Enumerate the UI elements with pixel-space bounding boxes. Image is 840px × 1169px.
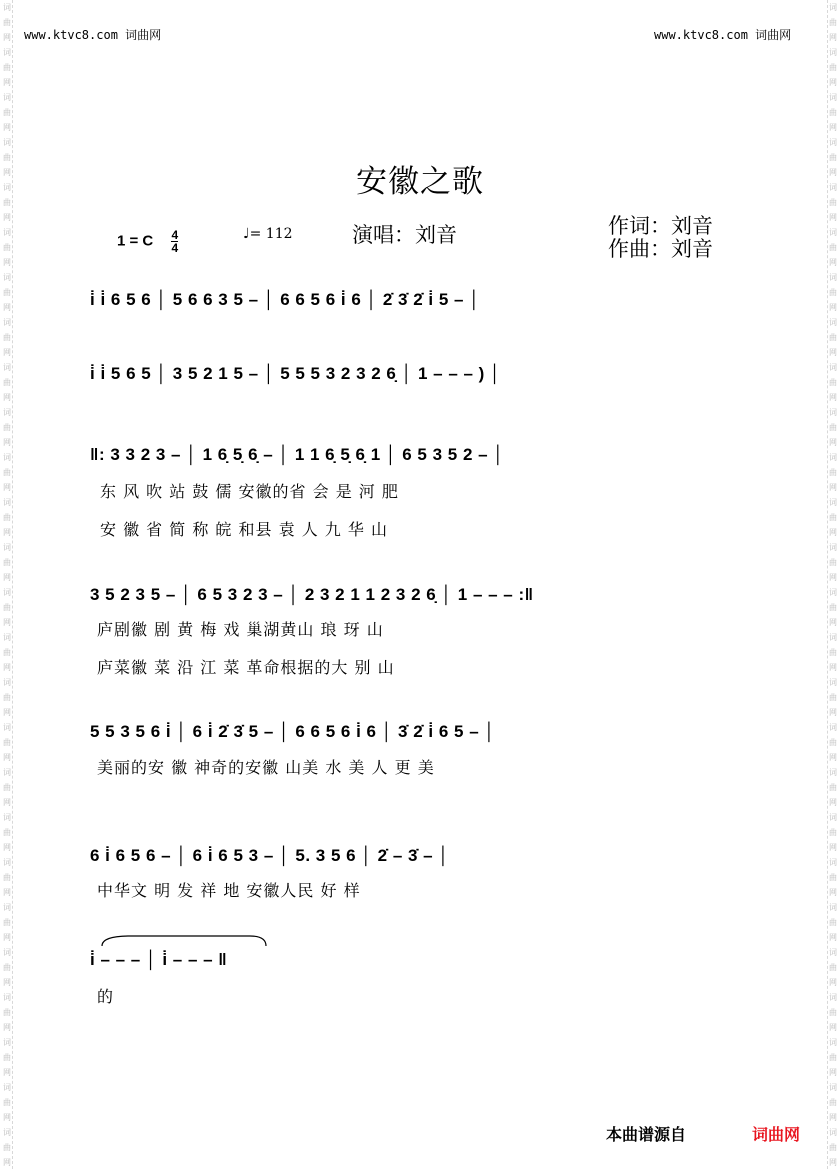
lyricist-credit: 作词：刘音 [608,214,713,238]
watermark-char: 曲 [829,198,837,207]
watermark-char: 词 [3,3,11,12]
watermark-char: 网 [3,258,11,267]
watermark-char: 词 [3,1083,11,1092]
time-sig-top: 4 [171,228,179,242]
watermark-char: 词 [3,363,11,372]
watermark-char: 曲 [829,558,837,567]
watermark-char: 网 [829,1068,837,1077]
watermark-char: 词 [3,768,11,777]
watermark-char: 曲 [829,1008,837,1017]
watermark-char: 曲 [3,738,11,747]
watermark-char: 词 [829,903,837,912]
watermark-char: 曲 [829,828,837,837]
tempo-marking [243,226,293,242]
watermark-char: 网 [829,573,837,582]
watermark-char: 曲 [829,648,837,657]
watermark-char: 词 [829,993,837,1002]
time-signature [171,229,178,254]
watermark-char: 曲 [3,513,11,522]
watermark-char: 词 [3,813,11,822]
watermark-char: 网 [3,438,11,447]
score-line-5 [90,720,770,750]
watermark-char: 曲 [3,1143,11,1152]
watermark-char: 网 [829,438,837,447]
watermark-char: 词 [829,3,837,12]
watermark-char: 曲 [829,513,837,522]
time-sig-bottom: 4 [171,241,179,255]
watermark-char: 网 [829,528,837,537]
watermark-char: 网 [3,393,11,402]
watermark-char: 曲 [829,1053,837,1062]
watermark-char: 曲 [829,963,837,972]
watermark-char: 词 [829,678,837,687]
watermark-char: 曲 [3,18,11,27]
watermark-char: 词 [3,633,11,642]
watermark-char: 词 [3,453,11,462]
watermark-char: 曲 [829,783,837,792]
watermark-char: 网 [829,798,837,807]
watermark-char: 曲 [829,1143,837,1152]
watermark-char: 网 [829,33,837,42]
watermark-char: 网 [3,798,11,807]
notation-line-4: 3 5 2 3 5 – │ 6 5 3 2 3 – │ 2 3 2 1 1 2 3 2 6̣ │ 1 – – – :‖ [90,585,534,604]
watermark-char: 曲 [3,63,11,72]
watermark-char: 曲 [3,1053,11,1062]
watermark-char: 词 [3,93,11,102]
watermark-char: 网 [829,168,837,177]
watermark-char: 曲 [829,288,837,297]
watermark-char: 曲 [3,468,11,477]
watermark-char: 网 [829,393,837,402]
watermark-char: 词 [829,228,837,237]
watermark-char: 网 [829,213,837,222]
watermark-char: 词 [3,858,11,867]
song-title: 安徽之歌 [356,164,484,200]
watermark-char: 网 [3,123,11,132]
notation-line-6: 6 i̇ 6 5 6 – │ 6 i̇ 6 5 3 – │ 5. 3 5 6 │ 2̇ – 3̇ – │ [90,846,450,865]
watermark-char: 词 [829,723,837,732]
watermark-char: 曲 [829,243,837,252]
watermark-char: 词 [3,408,11,417]
lyric-line-5: 美丽的安 徽 神奇的安徽 山美 水 美 人 更 美 [97,758,435,777]
watermark-char: 词 [829,408,837,417]
watermark-char: 网 [829,1158,837,1167]
source-label: 本曲谱源自 [606,1125,687,1144]
watermark-char: 曲 [829,738,837,747]
watermark-char: 词 [829,318,837,327]
watermark-char: 曲 [829,918,837,927]
lyric-line-7: 的 [97,987,115,1006]
watermark-char: 网 [3,1113,11,1122]
watermark-char: 词 [829,48,837,57]
watermark-char: 网 [829,1113,837,1122]
watermark-char: 词 [3,678,11,687]
watermark-char: 词 [3,48,11,57]
watermark-char: 网 [829,843,837,852]
watermark-char: 网 [3,1068,11,1077]
key-text: 1 = C [117,232,154,250]
watermark-char: 网 [3,843,11,852]
watermark-char: 网 [3,573,11,582]
watermark-char: 网 [829,978,837,987]
watermark-char: 词 [829,183,837,192]
watermark-char: 曲 [829,693,837,702]
key-signature [117,229,178,254]
notation-line-2: i̇ i̇ 5 6 5 │ 3 5 2 1 5 – │ 5 5 5 3 2 3 2 6̣ │ 1 – – – ) │ [90,364,502,383]
watermark-char: 词 [829,633,837,642]
watermark-char: 曲 [829,873,837,882]
watermark-char: 曲 [829,1098,837,1107]
watermark-char: 曲 [829,153,837,162]
watermark-char: 网 [829,303,837,312]
watermark-char: 网 [829,78,837,87]
watermark-char: 词 [829,1128,837,1137]
header-url-right[interactable]: www.ktvc8.com 词曲网 [654,28,792,42]
watermark-char: 曲 [3,603,11,612]
watermark-char: 曲 [829,378,837,387]
watermark-char: 曲 [3,963,11,972]
notation-line-1: i̇ i̇ 6 5 6 │ 5 6 6 3 5 – │ 6 6 5 6 i̇ 6 │ 2̇ 3̇ 2̇ i̇ 5 – │ [90,290,481,309]
watermark-char: 曲 [3,693,11,702]
composer-credit: 作曲：刘音 [608,237,713,261]
watermark-char: 词 [829,1083,837,1092]
watermark-char: 网 [829,483,837,492]
score-line-1 [90,288,770,318]
watermark-char: 词 [3,1128,11,1137]
watermark-char: 词 [829,588,837,597]
watermark-char: 曲 [3,333,11,342]
tempo-text: = 112 [249,226,293,242]
watermark-char: 曲 [3,198,11,207]
watermark-char: 词 [829,813,837,822]
watermark-char: 曲 [829,603,837,612]
watermark-char: 词 [3,183,11,192]
watermark-char: 词 [829,138,837,147]
watermark-char: 网 [3,618,11,627]
watermark-char: 网 [829,933,837,942]
watermark-char: 词 [3,138,11,147]
watermark-char: 网 [829,618,837,627]
watermark-char: 网 [829,888,837,897]
lyric-line-6: 中华文 明 发 祥 地 安徽人民 好 样 [97,881,361,900]
watermark-char: 网 [829,1023,837,1032]
watermark-char: 曲 [3,783,11,792]
watermark-char: 词 [829,768,837,777]
watermark-char: 词 [829,363,837,372]
watermark-char: 网 [3,483,11,492]
watermark-char: 曲 [829,333,837,342]
watermark-char: 网 [3,708,11,717]
score-line-4 [90,583,770,613]
watermark-char: 曲 [3,1098,11,1107]
watermark-char: 词 [3,993,11,1002]
watermark-char: 曲 [829,468,837,477]
watermark-char: 曲 [829,63,837,72]
watermark-char: 网 [3,663,11,672]
watermark-char: 词 [829,498,837,507]
lyric-line-3a: 东 风 吹 站 鼓 儒 安徽的省 会 是 河 肥 [100,482,399,501]
watermark-char: 网 [3,1023,11,1032]
watermark-char: 曲 [3,153,11,162]
watermark-char: 网 [3,78,11,87]
watermark-char: 网 [829,663,837,672]
lyric-line-4a: 庐剧徽 剧 黄 梅 戏 巢湖黄山 琅 玡 山 [97,620,384,639]
watermark-char: 词 [829,1038,837,1047]
score-line-2 [90,362,770,392]
watermark-char: 网 [829,258,837,267]
watermark-char: 曲 [3,108,11,117]
watermark-char: 曲 [3,1008,11,1017]
watermark-char: 曲 [3,288,11,297]
score-line-7 [90,948,770,978]
watermark-char: 网 [829,708,837,717]
watermark-char: 网 [3,888,11,897]
singer-credit: 演唱：刘音 [352,223,457,247]
watermark-char: 词 [3,588,11,597]
quarter-note-icon: ♩ [243,226,250,242]
watermark-char: 词 [3,723,11,732]
watermark-char: 曲 [3,423,11,432]
watermark-char: 词 [829,543,837,552]
watermark-char: 词 [829,93,837,102]
watermark-char: 曲 [3,918,11,927]
watermark-char: 词 [3,318,11,327]
watermark-char: 曲 [3,828,11,837]
watermark-char: 词 [829,858,837,867]
watermark-char: 词 [3,228,11,237]
watermark-char: 网 [3,168,11,177]
watermark-char: 网 [3,753,11,762]
watermark-char: 网 [3,1158,11,1167]
watermark-char: 曲 [3,873,11,882]
watermark-char: 网 [3,348,11,357]
watermark-char: 曲 [3,648,11,657]
watermark-char: 网 [3,933,11,942]
watermark-char: 词 [829,273,837,282]
header-url-left[interactable]: www.ktvc8.com 词曲网 [24,28,162,42]
watermark-char: 词 [3,543,11,552]
watermark-char: 词 [3,498,11,507]
watermark-char: 曲 [3,243,11,252]
watermark-char: 网 [829,753,837,762]
watermark-char: 曲 [3,378,11,387]
brand-logo-text[interactable]: 词曲网 [752,1125,801,1144]
notation-line-5: 5 5 3 5 6 i̇ │ 6 i̇ 2̇ 3̇ 5 – │ 6 6 5 6 i̇ 6 │ 3̇ 2̇ i̇ 6 5 – │ [90,722,496,741]
watermark-char: 网 [3,978,11,987]
watermark-char: 网 [829,123,837,132]
notation-line-3: ‖: 3 3 2 3 – │ 1 6̣ 5̣ 6̣ – │ 1 1 6̣ 5̣ 6̣ 1 │ 6 5 3 5 2 – │ [90,445,505,464]
watermark-char: 词 [3,273,11,282]
watermark-char: 网 [3,33,11,42]
watermark-char: 曲 [829,18,837,27]
watermark-char: 词 [3,903,11,912]
watermark-char: 词 [3,948,11,957]
lyric-line-4b: 庐菜徽 菜 沿 江 菜 革命根据的大 别 山 [97,658,395,677]
lyric-line-3b: 安 徽 省 简 称 皖 和县 袁 人 九 华 山 [100,520,388,539]
watermark-char: 词 [829,948,837,957]
score-line-3 [90,443,770,473]
watermark-char: 网 [3,213,11,222]
notation-line-7: i̇ – – – │ i̇ – – – ‖ [90,950,228,969]
watermark-char: 网 [3,303,11,312]
watermark-char: 网 [3,528,11,537]
watermark-char: 曲 [829,423,837,432]
watermark-char: 网 [829,348,837,357]
watermark-char: 曲 [829,108,837,117]
watermark-char: 词 [829,453,837,462]
score-line-6 [90,844,770,874]
watermark-char: 词 [3,1038,11,1047]
watermark-char: 曲 [3,558,11,567]
